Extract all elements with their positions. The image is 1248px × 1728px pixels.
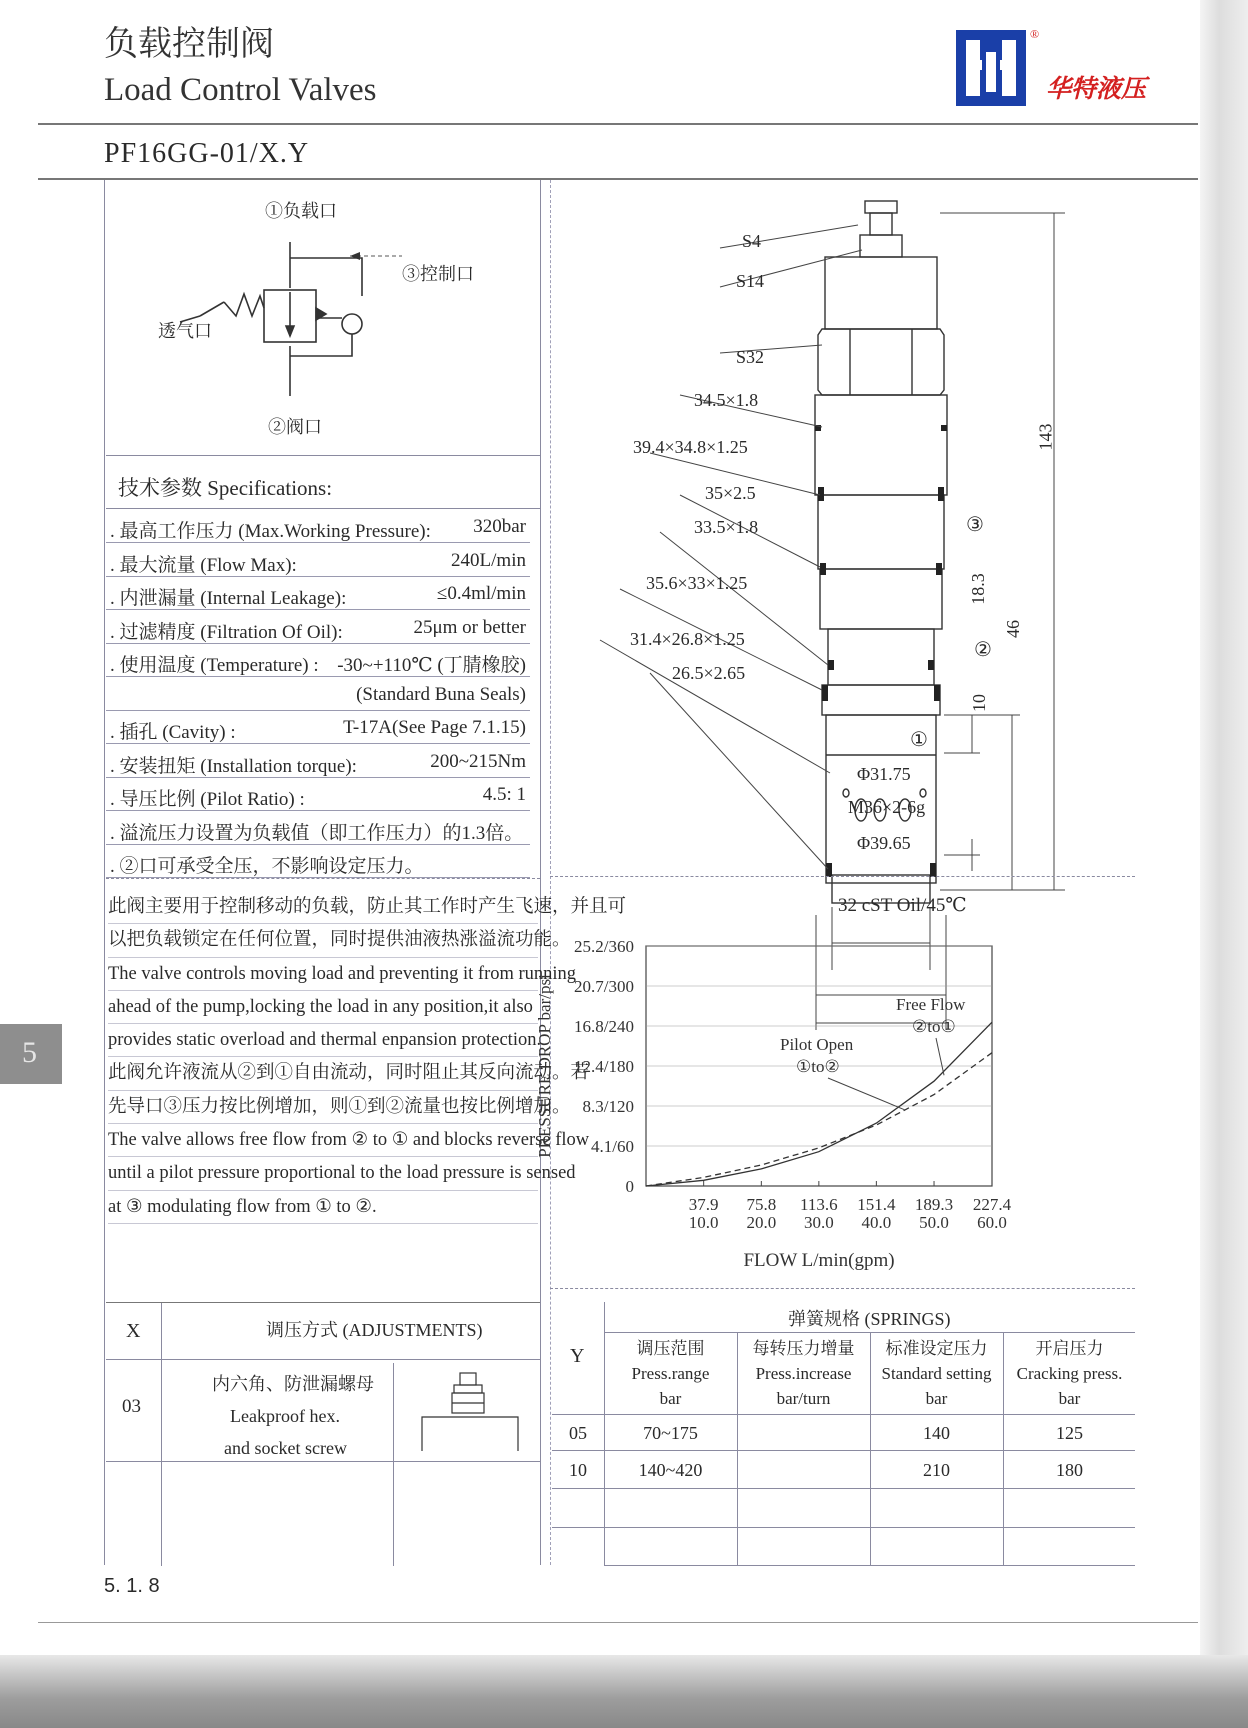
springs-col-header: 标准设定压力 <box>885 1339 988 1358</box>
pressure-drop-chart <box>535 920 1110 1280</box>
springs-cell: 140 <box>923 1423 950 1443</box>
y-tick-label: 16.8/240 <box>574 1017 634 1036</box>
springs-table <box>552 1302 1135 1565</box>
x-tick-label-gpm: 40.0 <box>861 1213 892 1232</box>
springs-col-header: bar <box>1058 1389 1081 1408</box>
description-line: 先导口③压力按比例增加，则①到②流量也按比例增加。 <box>108 1091 538 1124</box>
chapter-tab <box>0 1024 62 1084</box>
chapter-tab-label: 5 <box>22 1036 37 1069</box>
x-tick-label-lpm: 113.6 <box>800 1195 838 1214</box>
frame-mid2 <box>550 180 551 1565</box>
model-number: PF16GG-01/X.Y <box>104 138 310 169</box>
spec-value: 4.5: 1 <box>482 784 526 805</box>
x-tick-label-lpm: 227.4 <box>972 1195 1012 1214</box>
spec-bottom-rule <box>106 878 540 879</box>
symbol-port1-label: ①负载口 <box>265 201 337 221</box>
springs-cell: 125 <box>1056 1423 1083 1443</box>
label-seal-5: 35.6×33×1.25 <box>646 573 748 593</box>
y-tick-label: 0 <box>625 1177 634 1196</box>
chart-title: 32 cST Oil/45℃ <box>838 895 967 916</box>
springs-cell: 70~175 <box>643 1423 698 1443</box>
springs-cell: 140~420 <box>638 1460 703 1480</box>
x-tick-label-lpm: 189.3 <box>914 1195 954 1214</box>
adjustments-col-x: X <box>126 1320 141 1342</box>
free-flow-dir: ②to① <box>912 1017 956 1036</box>
description-line: The valve controls moving load and preventing it from running <box>108 958 538 991</box>
x-axis-label: FLOW L/min(gpm) <box>743 1250 895 1271</box>
spec-label: . 溢流压力设置为负载值（即工作压力）的1.3倍。 <box>110 822 524 844</box>
registered-mark: ® <box>1030 27 1040 41</box>
spec-value: -30~+110℃ (丁腈橡胶) <box>337 655 526 676</box>
spec-row <box>106 811 530 845</box>
y-tick-label: 4.1/60 <box>591 1137 634 1156</box>
spec-label: . 过滤精度 (Filtration Of Oil): <box>110 621 343 643</box>
chart-bottom-rule <box>550 1288 1135 1289</box>
adjustments-heading: 调压方式 (ADJUSTMENTS) <box>266 1320 483 1340</box>
frame-mid <box>540 180 541 1565</box>
springs-cell: 10 <box>569 1460 587 1480</box>
springs-col-header: Standard setting <box>881 1364 992 1383</box>
springs-col-header: 开启压力 <box>1035 1339 1104 1358</box>
spec-value: (Standard Buna Seals) <box>356 683 526 705</box>
dim-10: 10 <box>969 694 989 712</box>
dim-phi2: Φ39.65 <box>857 833 911 853</box>
title-cn: 负载控制阀 <box>104 26 274 63</box>
dim-thread: M36×2-6g <box>848 797 926 817</box>
spec-row <box>106 576 530 610</box>
springs-col-header: 每转压力增量 <box>752 1339 855 1358</box>
adjustments-desc-cn: 内六角、防泄漏螺母 <box>212 1374 374 1394</box>
scan-shadow <box>0 1655 1248 1728</box>
spec-label: . 使用温度 (Temperature) : <box>110 655 319 676</box>
adjustments-desc-en2: and socket screw <box>224 1438 347 1458</box>
springs-col-header: 调压范围 <box>636 1339 705 1358</box>
dim-18: 18.3 <box>967 573 988 605</box>
description-line: ahead of the pump,locking the load in any position,it also <box>108 991 538 1024</box>
symbol-port2-label: ②阀口 <box>268 417 322 437</box>
x-tick-label-gpm: 50.0 <box>919 1213 949 1232</box>
description-line: 以把负载锁定在任何位置，同时提供油液热涨溢流功能。 <box>108 924 538 957</box>
pilot-open-dir: ①to② <box>796 1057 840 1076</box>
springs-col-header: Cracking press. <box>1016 1364 1123 1383</box>
springs-col-y: Y <box>570 1345 585 1367</box>
label-seal-1: 34.5×1.8 <box>694 390 759 410</box>
springs-heading: 弹簧规格 (SPRINGS) <box>788 1309 951 1329</box>
frame-left <box>104 180 105 1565</box>
springs-col-header: bar/turn <box>776 1389 831 1408</box>
hydraulic-symbol <box>140 196 500 440</box>
model-rule <box>38 178 1198 180</box>
spec-row <box>106 744 530 778</box>
pilot-open-leader <box>828 1078 905 1110</box>
spec-row <box>106 777 530 811</box>
springs-col-header: Press.range <box>631 1364 710 1383</box>
description-line: at ③ modulating flow from ① to ②. <box>108 1191 538 1224</box>
free-flow-label: Free Flow <box>896 995 966 1014</box>
valve-drawing <box>560 195 1080 875</box>
pilot-open-label: Pilot Open <box>780 1035 854 1054</box>
spec-top-rule <box>106 455 540 456</box>
spec-label: . 最大流量 (Flow Max): <box>110 554 297 576</box>
spec-row <box>106 509 530 543</box>
label-seal-4: 33.5×1.8 <box>694 517 759 537</box>
symbol-port3-label: ③控制口 <box>402 264 474 284</box>
y-axis-label: PRESSURE DROP bar/psi <box>535 974 554 1158</box>
spec-row <box>106 677 530 711</box>
page-number: 5. 1. 8 <box>104 1575 160 1597</box>
spec-value: 200~215Nm <box>430 750 526 772</box>
spec-value: 25μm or better <box>413 616 526 638</box>
x-tick-label-gpm: 30.0 <box>803 1213 834 1232</box>
x-tick-label-lpm: 75.8 <box>746 1195 777 1214</box>
brand-logo <box>956 30 1026 106</box>
brand-name: 华特液压 <box>1046 74 1147 103</box>
y-tick-label: 12.4/180 <box>574 1057 634 1076</box>
spec-value: ≤0.4ml/min <box>436 583 526 604</box>
label-seal-3: 35×2.5 <box>705 483 756 503</box>
springs-cell: 180 <box>1056 1460 1083 1480</box>
y-tick-label: 20.7/300 <box>574 977 634 996</box>
springs-col-header: bar <box>925 1389 948 1408</box>
x-tick-label-gpm: 20.0 <box>746 1213 777 1232</box>
x-tick-label-gpm: 10.0 <box>688 1213 719 1232</box>
description-line: 此阀主要用于控制移动的负载，防止其工作时产生飞速，并且可 <box>108 891 538 924</box>
springs-cell: 05 <box>569 1423 587 1443</box>
x-tick-label-gpm: 60.0 <box>977 1213 1007 1232</box>
y-tick-label: 25.2/360 <box>574 937 634 956</box>
free-flow-leader <box>936 1038 944 1075</box>
dim-phi1: Φ31.75 <box>857 764 911 784</box>
springs-col-header: bar <box>659 1389 682 1408</box>
spec-value: 320bar <box>473 516 526 537</box>
spec-row <box>106 710 530 744</box>
adjustments-desc-en1: Leakproof hex. <box>230 1406 340 1426</box>
x-tick-label-lpm: 151.4 <box>857 1195 896 1214</box>
adjuster-icon <box>418 1371 522 1451</box>
specs-heading: 技术参数 Specifications: <box>118 476 333 500</box>
spec-label: . 导压比例 (Pilot Ratio) : <box>110 789 305 810</box>
description-line: The valve allows free flow from ② to ① and blocks reverse flow <box>108 1124 538 1157</box>
header-rule <box>38 123 1198 125</box>
footer-rule <box>38 1622 1198 1623</box>
drawing-bottom-rule <box>550 876 1135 877</box>
label-s4: S4 <box>742 231 762 251</box>
spec-row <box>106 543 530 577</box>
x-tick-label-lpm: 37.9 <box>688 1195 719 1214</box>
title-en: Load Control Valves <box>104 72 377 108</box>
description-line: until a pilot pressure proportional to the load pressure is sensed <box>108 1157 538 1190</box>
springs-cell: 210 <box>923 1460 950 1480</box>
label-seal-2: 39.4×34.8×1.25 <box>633 437 748 457</box>
spec-value: 240L/min <box>451 549 526 571</box>
spec-label: . 最高工作压力 (Max.Working Pressure): <box>110 521 431 542</box>
port-1-mark: ① <box>910 729 928 751</box>
spec-label: . ②口可承受全压，不影响设定压力。 <box>110 856 424 877</box>
port-3-mark: ③ <box>966 514 984 536</box>
spec-value: T-17A(See Page 7.1.15) <box>343 717 526 738</box>
dim-overall: 143 <box>1035 423 1056 451</box>
label-s32: S32 <box>736 347 765 367</box>
label-s14: S14 <box>736 271 765 291</box>
spec-label: . 插孔 (Cavity) : <box>110 722 236 743</box>
dim-46: 46 <box>1003 620 1023 638</box>
label-seal-7: 26.5×2.65 <box>672 663 746 683</box>
spec-row <box>106 643 530 677</box>
adjustments-table <box>106 1302 540 1566</box>
page-edge <box>1200 0 1248 1728</box>
spec-label: . 内泄漏量 (Internal Leakage): <box>110 588 347 609</box>
adjustments-code: 03 <box>122 1396 141 1417</box>
spec-row <box>106 610 530 644</box>
springs-col-header: Press.increase <box>755 1364 852 1383</box>
spec-label: . 安装扭矩 (Installation torque): <box>110 755 357 777</box>
label-seal-6: 31.4×26.8×1.25 <box>630 629 745 649</box>
y-tick-label: 8.3/120 <box>582 1097 634 1116</box>
port-2-mark: ② <box>974 639 992 661</box>
spec-row <box>106 844 530 878</box>
description-line: provides static overload and thermal enpansion protection. <box>108 1024 538 1057</box>
description-line: 此阀允许液流从②到①自由流动，同时阻止其反向流动。若 <box>108 1057 538 1090</box>
symbol-vent-label: 透气口 <box>158 321 212 341</box>
